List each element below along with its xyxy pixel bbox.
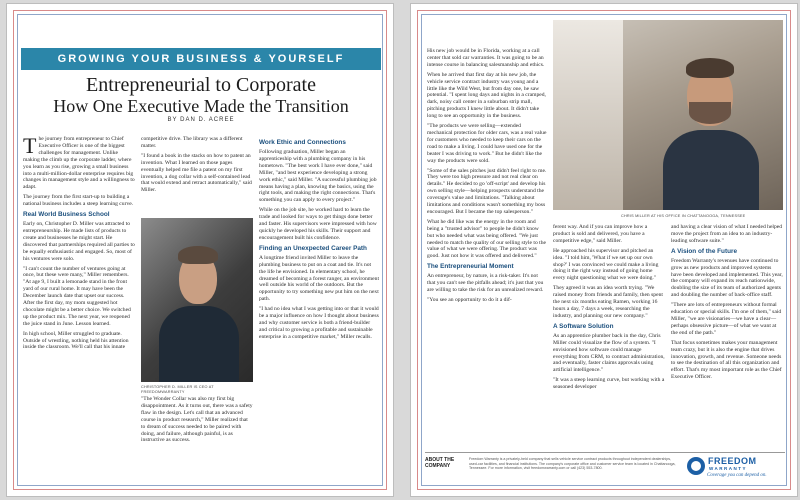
logo-subname: WARRANTY [709, 466, 747, 471]
paragraph: What he did like was the energy in the room and being a "trusted advisor" to people he didn't know but who needed what was being offered. "We just needed to match the quality of our selling style to the value of what we were offering. The product was good. Just not how it was offered and delivered." [427, 218, 546, 260]
section-heading: A Vision of the Future [671, 247, 738, 255]
photo-window [553, 20, 623, 210]
magazine-page-right [410, 3, 798, 497]
photo-subject-body [159, 306, 239, 382]
section-heading: The Entrepreneurial Moment [427, 263, 514, 271]
about-company-label: ABOUT THE COMPANY [425, 457, 455, 469]
paragraph: When he arrived that first day at his new job, the vehicle service contract industry was young and a little like the Wild West, but from day one, he saw potential. "I spent long days and nights in a cramped, dark, noisy call center in a suburban strip mall, pitching products I knew little about. It didn't take long to see an opportunity in the business. [427, 71, 546, 120]
section-band: GROWING YOUR BUSINESS & YOURSELF [21, 48, 381, 70]
paragraph: "The products we were selling—extended mechanical protection for older cars, was a real value for customers who needed to keep their cars on the road to make a living. I could have used one for the beater I was driving to work." But he didn't like the way the products were sold. [427, 123, 547, 164]
paragraph: The journey from the first start-up to building a national business includes a steep learning curve. [23, 194, 134, 208]
paragraph: Early on, Christopher D. Miller was attracted to entrepreneurship. He made lists of products to create and businesses he might start. He discovered that partnerships required all parties to be equally enthusiastic and engaged. So, most of his ventures were solo. [23, 221, 135, 262]
magazine-page-left [6, 3, 394, 497]
paragraph: An entrepreneur, by nature, is a risk-taker. It's not that you can't see the pitfalls ahead; it's just that you are willing to take the risk for an unrealized reward. [427, 273, 544, 294]
eagle-icon [687, 457, 705, 475]
right-column-2 [553, 224, 665, 450]
paragraph: and having a clear vision of what I needed helped move the project from an idea to an industry-leading software suite." [671, 224, 783, 244]
paragraph: "You see an opportunity to do it a dif- [427, 297, 512, 303]
paragraph: Following graduation, Miller began an apprenticeship with a plumbing company in his hometown. "The best work I have ever done," said Miller, "and best experience developing a strong work ethic," said Miller. "A successful plumbing job means having a plan, knowing the basics, using the right tools, and making the right connections. That's something you can apply to every project." [259, 149, 377, 204]
section-heading: Finding an Unexpected Career Path [259, 244, 367, 252]
left-column-2-top [141, 136, 253, 216]
section-heading: A Software Solution [553, 322, 614, 330]
paragraph: Freedom Warranty's revenues have continued to grow as new products and improved systems have been developed and implemented. This year, the company will expand its reach nationwide, doubling the size of its team of authorized agents and doubling the number of back-office staff. [671, 257, 783, 299]
photo-subject-hair [686, 58, 734, 78]
paragraph: "I had no idea what I was getting into or that it would be a major influence on how I thought about business and why customer service is both a friend-builder and critical to growing a profitable and sustainable enterprise in a competitive market," Miller recalls. [259, 306, 379, 340]
paragraph: competitive drive. The library was a different matter. [141, 136, 243, 149]
paragraph: ferent way. And if you can improve how a product is sold and delivered, you have a competitive edge," said Miller. [553, 224, 648, 244]
photo-caption: CHRIS MILLER AT HIS OFFICE IN CHATTANOOGA, TENNESSEE [621, 214, 746, 218]
paragraph: "I found a book in the stacks on how to patent an invention. What I learned on those pages eventually helped me file a patent on my first invention, a dog collar with a self-contained lead that would extend and retract automatically," said Miller. [141, 152, 252, 194]
office-photo [553, 20, 783, 210]
paragraph: They agreed it was an idea worth trying. "We raised money from friends and family, then spent the next six months eating Ramen, working 16 hours a day, 7 days a week, researching the industry, and planning our new company." [553, 285, 663, 319]
paragraph: A longtime friend invited Miller to leave the plumbing business to put on a coat and tie. It's not the life he envisioned. In elementary school, he dreamed of becoming a forest ranger, an environment well outside his world of the outdoors. But the opportunity to try something new put him on the next path. [259, 254, 379, 303]
paragraph: "I can't count the number of ventures going at once, but these were many," Miller remembers. "At age 9, I built a lemonade stand in the front yard of our rural home. It may have been the December launch date that upset our success. After the first day, my mom suggested hot chocolate might be a better choice. We switched up the product mix. The next year, we reopened the juice stand in June. Lesson learned. [23, 265, 131, 327]
intro-paragraph: The journey from entrepreneur to Chief Executive Officer is one of the biggest challenges for management. Unlike making the climb up the corporate ladder, where you learn as you rise, growing a small business into a multi-million-dollar enterprise requires big changes in management style and a willingness to adapt. [23, 136, 135, 191]
paragraph: His new job would be in Florida, working at a call center that sold car warranties. It was going to be an intense course in balancing salesmanship and ethics. [427, 48, 545, 68]
company-footer [425, 452, 785, 484]
right-column-3 [671, 224, 783, 450]
left-column-1 [23, 136, 135, 448]
photo-subject-beard [689, 102, 731, 124]
paragraph: In high school, Miller struggled to graduate. Outside of wrestling, nothing held his attention inside the classroom. We'll call that his innate [23, 330, 129, 351]
paragraph: As an apprentice plumber back in the day, Chris Miller could visualize the flow of a system. "I envisioned how software could manage everything from CRM, to contract administration, and eventually, faster claims approvals using artificial intelligence." [553, 332, 665, 374]
section-heading: Work Ethic and Connections [259, 139, 346, 146]
paragraph: That focus sometimes makes your management team crazy, but it is also the engine that drives innovation, growth, and revenue. Someone needs to see the destination of all this organization and effort. That's my most important role as the Chief Executive Officer. [671, 339, 782, 381]
photo-subject-body [663, 130, 759, 210]
ceo-portrait-photo [141, 218, 253, 382]
freedom-warranty-logo [687, 455, 783, 483]
left-column-3 [259, 136, 379, 448]
photo-caption: CHRISTOPHER D. MILLER IS CEO AT FREEDOMWARRANTY [141, 385, 214, 394]
article-subtitle: How One Executive Made the Transition [53, 96, 349, 116]
drop-cap: T [23, 136, 37, 158]
logo-name: FREEDOM [708, 456, 757, 466]
article-title: Entrepreneurial to Corporate [86, 74, 316, 96]
byline: BY DAN D. ACREE [167, 117, 235, 123]
left-column-2-bottom [141, 396, 253, 452]
company-description: Freedom Warranty is a privately-held company that sells vehicle service contract products throughout independent dealerships, used-car facilities, and financial institutions. The company's corporate office and customer service team is located in Chattanooga, Tennessee. For more information, visit freedomwarranty.com or call (423) 553-7800. [469, 457, 676, 471]
paragraph: "It was a steep learning curve, but working with a seasoned developer [553, 377, 665, 391]
right-column-1 [427, 48, 547, 450]
paragraph: He approached his supervisor and pitched an idea. "I told him, 'What if we set up our own shop?' I was convinced we could make a living doing it the right way instead of going home every night questioning what we were doing." [553, 247, 659, 282]
paragraph: "Some of the sales pitches just didn't feel right to me. They were too high pressure and not real clear on details." He decided to go 'off-script' and develop his own selling style—helping prospects understand the coverage's value and limitations. "Talking about limitations and conditions wasn't something my boss encouraged. But I became the top salesperson." [427, 167, 547, 215]
photo-subject-hair [178, 246, 218, 264]
paragraph: "The Wonder Collar was also my first big disappointment. As it turns out, there was a safety flaw in the design. Let's call that an advanced course in product research," Miller realized that to dream of success needed to be paired with doing, and failure, although painful, is as instructive as success. [141, 396, 253, 444]
section-heading: Real World Business School [23, 211, 110, 219]
paragraph: "There are lots of entrepreneurs without formal education or special skills. I'm one of them," said Miller, "we are visionaries—we have a clear—perhaps obsessive picture—of what we want at the end of the path." [671, 302, 782, 336]
logo-tagline: Coverage you can depend on. [707, 473, 767, 478]
paragraph: While on the job site, he worked hard to learn the trade and looked for ways to get things done better and faster. His supervisors were impressed with how quickly he developed his skills. Their support and encouragement built his confidence. [259, 207, 377, 241]
